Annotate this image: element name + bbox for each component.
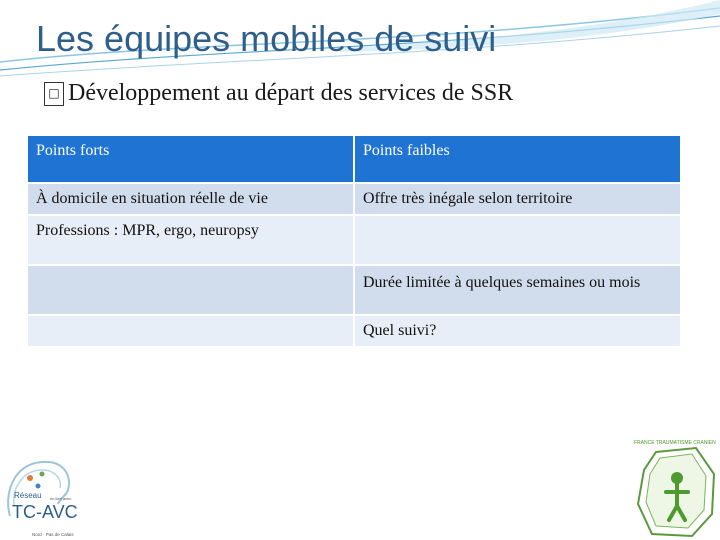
table-row (27, 183, 681, 215)
slide-subtitle (44, 80, 513, 107)
header-strengths: Points forts (27, 135, 354, 183)
logo-footer: Nord · Pas de Calais (32, 532, 74, 537)
table-header-row (27, 135, 681, 183)
table-row (27, 265, 681, 315)
table-cell: Durée limitée à quelques semaines ou mois (354, 265, 681, 315)
header-weaknesses: Points faibles (354, 135, 681, 183)
table-cell: Quel suivi? (354, 315, 681, 347)
logo-ring-text: FRANCE TRAUMATISME CRANIEN (634, 440, 716, 446)
table-cell (354, 215, 681, 265)
table-cell (27, 315, 354, 347)
slide-title: Les équipes mobiles de suivi (36, 18, 497, 59)
table-cell: Offre très inégale selon territoire (354, 183, 681, 215)
table-row (27, 215, 681, 265)
logo-name-line1: Réseau (14, 491, 42, 500)
table-cell (27, 265, 354, 315)
table-cell: À domicile en situation réelle de vie (27, 183, 354, 215)
france-traumatisme-cranien-logo (634, 440, 720, 540)
subtitle-text: Développement au départ des services de SSR (68, 80, 514, 106)
logo-small-text: en lien avec (50, 496, 72, 501)
logo-name-line2: TC-AVC (12, 502, 78, 522)
points-table (26, 134, 682, 348)
table-cell: Professions : MPR, ergo, neuropsy (27, 215, 354, 265)
bullet-icon: □ (44, 82, 64, 106)
reseau-tc-avc-logo (2, 456, 102, 540)
table-row (27, 315, 681, 347)
